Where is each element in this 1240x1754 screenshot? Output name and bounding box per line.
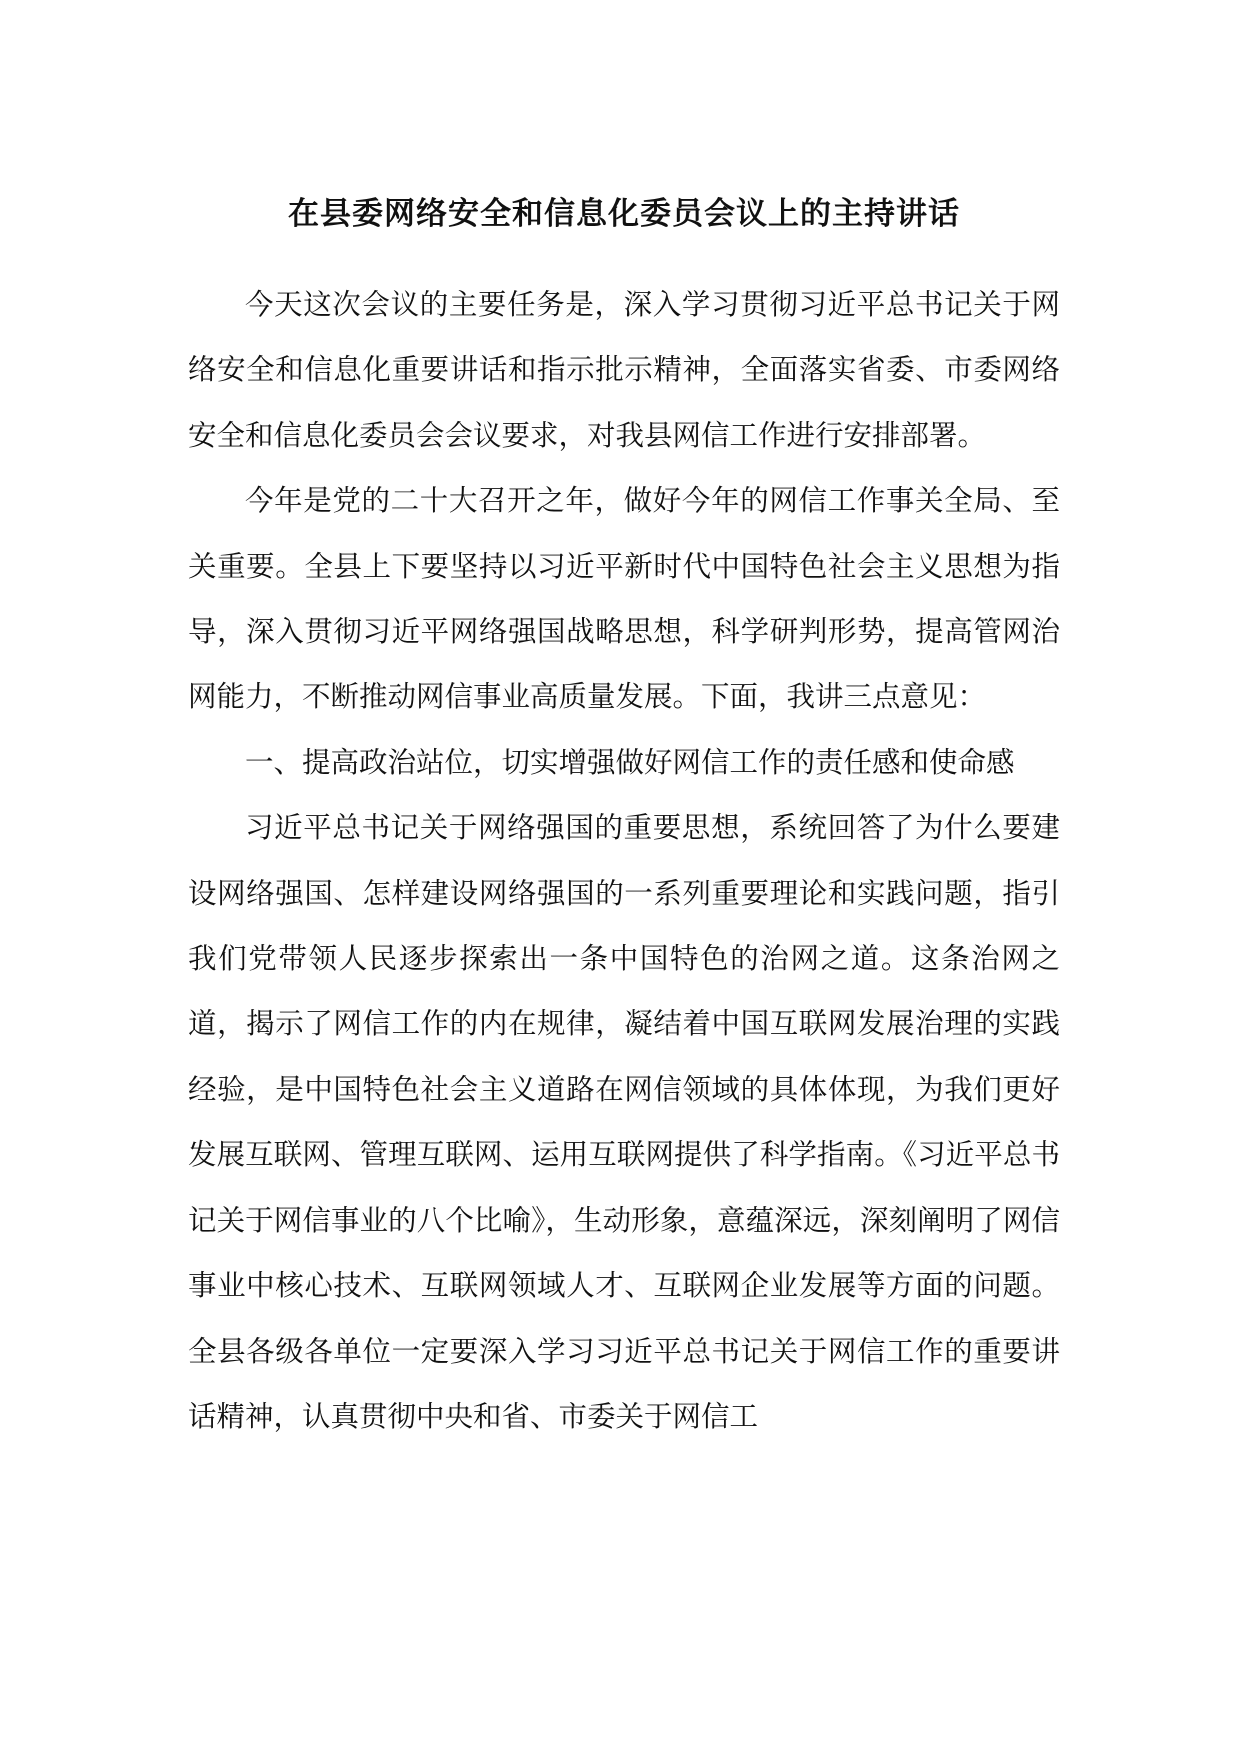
section-heading-1: 一、提高政治站位，切实增强做好网信工作的责任感和使命感 [245, 745, 1015, 779]
paragraph-section-1-body: 习近平总书记关于网络强国的重要思想，系统回答了为什么要建设网络强国、怎样建设网络强国的一系列重要理论和实践问题，指引我们党带领人民逐步探索出一条中国特色的治网之道。这条治网之道，揭示了网信工作的内在规律，凝结着中国互联网发展治理的实践经验，是中国特色社会主义道路在网信领域的具体体现，为我们更好发展互联网、管理互联网、运用互联网提供了科学指南。《习近平总书记关于网信事业的八个比喻》，生动形象，意蕴深远，深刻阐明了网信事业中核心技术、互联网领域人才、互联网企业发展等方面的问题。全县各级各单位一定要深入学习习近平总书记关于网信工作的重要讲话精神，认真贯彻中央和省、市委关于网信工 [188, 811, 1060, 1433]
document-title: 在县委网络安全和信息化委员会议上的主持讲话 [288, 196, 960, 232]
paragraph-intro: 今天这次会议的主要任务是，深入学习贯彻习近平总书记关于网络安全和信息化重要讲话和指示批示精神，全面落实省委、市委网络安全和信息化委员会会议要求，对我县网信工作进行安排部署。 [188, 288, 1060, 452]
document-page [188, 188, 1060, 1449]
paragraph-context: 今年是党的二十大召开之年，做好今年的网信工作事关全局、至关重要。全县上下要坚持以习近平新时代中国特色社会主义思想为指导，深入贯彻习近平网络强国战略思想，科学研判形势，提高管网治网能力，不断推动网信事业高质量发展。下面，我讲三点意见： [188, 484, 1060, 714]
